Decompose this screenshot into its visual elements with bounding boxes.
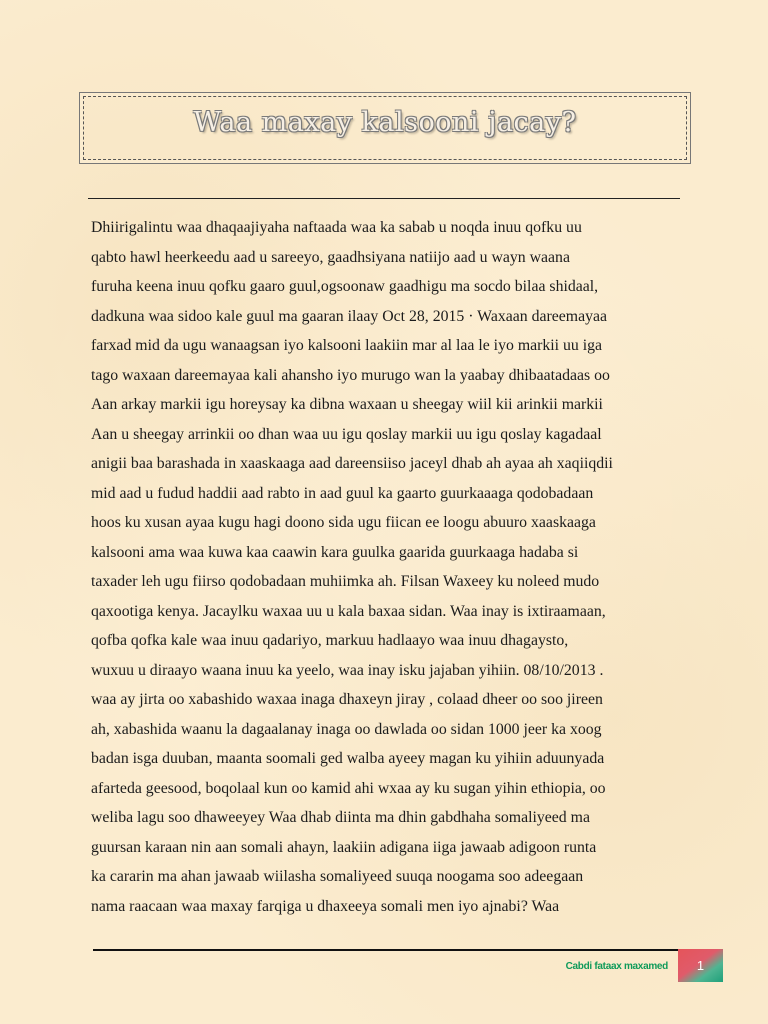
body-line: qabto hawl heerkeedu aad u sareeyo, gaadhsiyana natiijo aad u wayn waana [91,248,570,266]
body-line: kalsooni ama waa kuwa kaa caawin kara guulka gaarida guurkaaga hadaba si [91,543,579,561]
body-line: Aan arkay markii igu horeysay ka dibna waxaan u sheegay wiil kii arinkii markii [91,396,603,413]
footer-divider [93,949,678,951]
body-line: guursan karaan nin aan somali ahayn, laakiin adigana iiga jawaab adigoon runta [91,838,597,856]
body-line: badan isga duuban, maanta soomali ged walba ayeey magan ku yihiin aduunyada [91,750,605,767]
body-line: ah, xabashida waanu la dagaalanay inaga oo dawlada oo sidan 1000 jeer ka xoog [91,720,602,738]
body-line: ka cararin ma ahan jawaab wiilasha somaliyeed suuqa noogama soo adeegaan [91,868,584,885]
body-line: anigii baa barashada in xaaskaaga aad dareensiiso jaceyl dhab ah ayaa ah xaqiiqdii [91,455,613,472]
page-title: Waa maxay kalsooni jacay? [193,106,577,138]
footer-author: Cabdi fataax maxamed [565,961,668,972]
body-text [91,213,679,921]
body-line: wuxuu u diraayo waana inuu ka yeelo, waa inay isku jajaban yihiin. 08/10/2013 . [91,661,604,679]
body-line: mid aad u fudud haddii aad rabto in aad guul ka gaarto guurkaaaga qodobadaan [91,484,594,502]
body-line: nama raacaan waa maxay farqiga u dhaxeeya somali men iyo ajnabi? Waa [91,897,560,915]
body-line: weliba lagu soo dhaweeyey Waa dhab diinta ma dhin gabdhaha somaliyeed ma [91,809,590,826]
title-divider [88,198,680,199]
body-line: Aan u sheegay arrinkii oo dhan waa uu igu qoslay markii uu igu qoslay kagadaal [91,425,602,443]
body-line: qofba qofka kale waa inuu qadariyo, markuu hadlaayo waa inuu dhagaysto, [91,632,569,649]
body-line: tago waxaan dareemayaa kali ahansho iyo murugo wan la yaabay dhibaatadaas oo [91,366,610,384]
page-number-badge [678,949,723,982]
body-line: qaxootiga kenya. Jacaylku waxaa uu u kala baxaa sidan. Waa inay is ixtiraamaan, [91,602,606,620]
body-line: hoos ku xusan ayaa kugu hagi doono sida ugu fiican ee loogu abuuro xaaskaaga [91,514,596,531]
body-line: waa ay jirta oo xabashido waxaa inaga dhaxeyn jiray , colaad dheer oo soo jireen [91,691,603,708]
body-line: Dhiirigalintu waa dhaqaajiyaha naftaada waa ka sabab u noqda inuu qofku uu [91,219,582,236]
body-line: furuha keena inuu qofku gaaro guul,ogsoonaw gaadhigu ma socdo bilaa shidaal, [91,278,599,295]
body-line: dadkuna waa sidoo kale guul ma gaaran ilaay Oct 28, 2015 · Waxaan dareemayaa [91,307,608,325]
page-number: 1 [696,958,705,973]
body-line: farxad mid da ugu wanaagsan iyo kalsooni laakiin mar al laa le iyo markii uu iga [91,337,603,354]
body-line: taxader leh ugu fiirso qodobadaan muhiimka ah. Filsan Waxeey ku noleed mudo [91,573,600,590]
body-line: afarteda geesood, boqolaal kun oo kamid ahi wxaa ay ku sugan yihin ethiopia, oo [91,779,606,797]
title-frame [83,96,687,160]
